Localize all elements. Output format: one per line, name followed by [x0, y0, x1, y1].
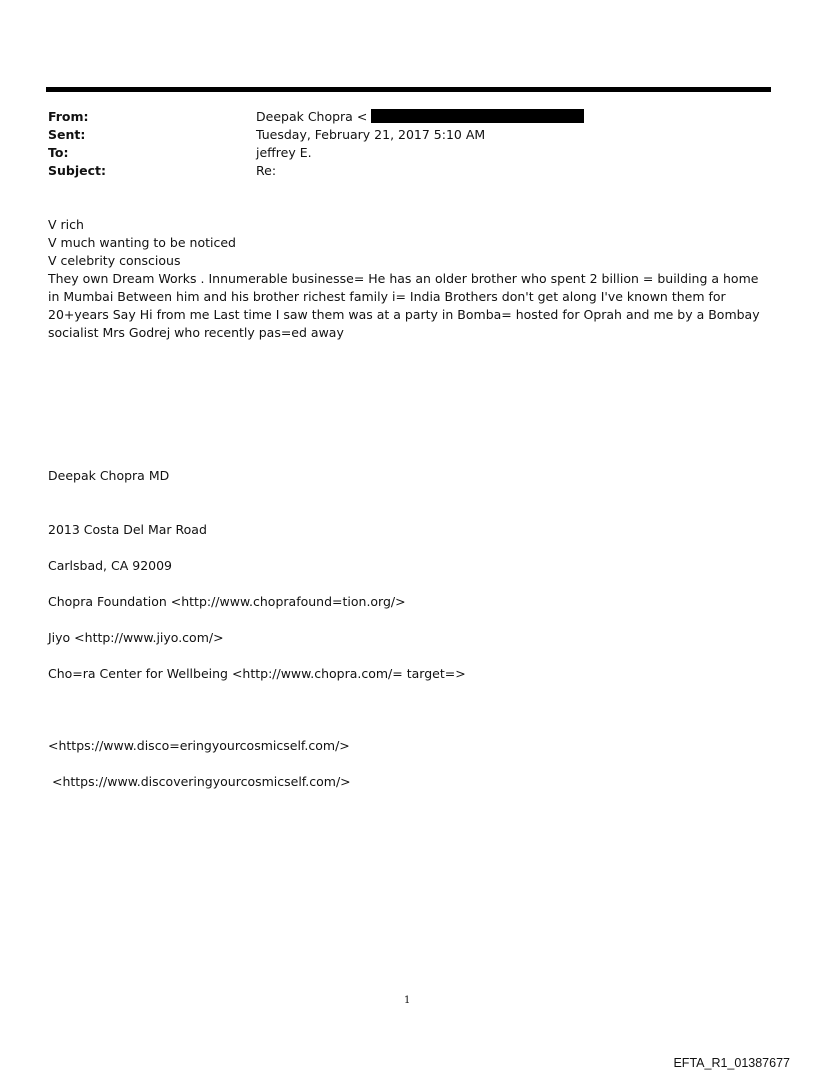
signature-name: Deepak Chopra MD — [48, 468, 170, 483]
sent-value: Tuesday, February 21, 2017 5:10 AM — [256, 127, 486, 142]
chopra-center-link[interactable]: Cho=ra Center for Wellbeing <http://www.chopra.com/= target=> — [48, 666, 466, 681]
signature-address-line-1: 2013 Costa Del Mar Road — [48, 522, 207, 537]
body-line-3: V celebrity conscious — [48, 253, 181, 268]
body-paragraph: They own Dream Works . Innumerable businesse= He has an older brother who spent 2 billion = building a home in Mumbai Between him and his brother richest family i= India Brothers don't get along I've known them for 20+years Say Hi from me Last time I saw them was at a party in Bomba= hosted for Oprah and me by a Bombay socialist Mrs Godrej who recently pas=ed away — [48, 271, 760, 340]
body-line-1: V rich — [48, 217, 84, 232]
from-value — [256, 108, 584, 126]
header-divider — [46, 87, 771, 92]
from-name: Deepak Chopra < — [256, 109, 368, 124]
from-label: From: — [48, 109, 89, 124]
subject-label: Subject: — [48, 163, 106, 178]
cosmic-self-link-2[interactable]: <https://www.discoveringyourcosmicself.com/> — [48, 774, 351, 789]
redaction-bar — [371, 109, 584, 123]
jiyo-link[interactable]: Jiyo <http://www.jiyo.com/> — [48, 630, 224, 645]
signature-address-line-2: Carlsbad, CA 92009 — [48, 558, 173, 573]
chopra-foundation-link[interactable]: Chopra Foundation <http://www.choprafound=tion.org/> — [48, 594, 406, 609]
subject-value: Re: — [256, 163, 277, 178]
page-number: 1 — [404, 995, 411, 1006]
sent-label: Sent: — [48, 127, 86, 142]
body-line-2: V much wanting to be noticed — [48, 235, 236, 250]
cosmic-self-link-1[interactable]: <https://www.disco=eringyourcosmicself.com/> — [48, 738, 350, 753]
to-label: To: — [48, 145, 69, 160]
to-value: jeffrey E. — [256, 145, 312, 160]
document-id: EFTA_R1_01387677 — [673, 1056, 790, 1070]
